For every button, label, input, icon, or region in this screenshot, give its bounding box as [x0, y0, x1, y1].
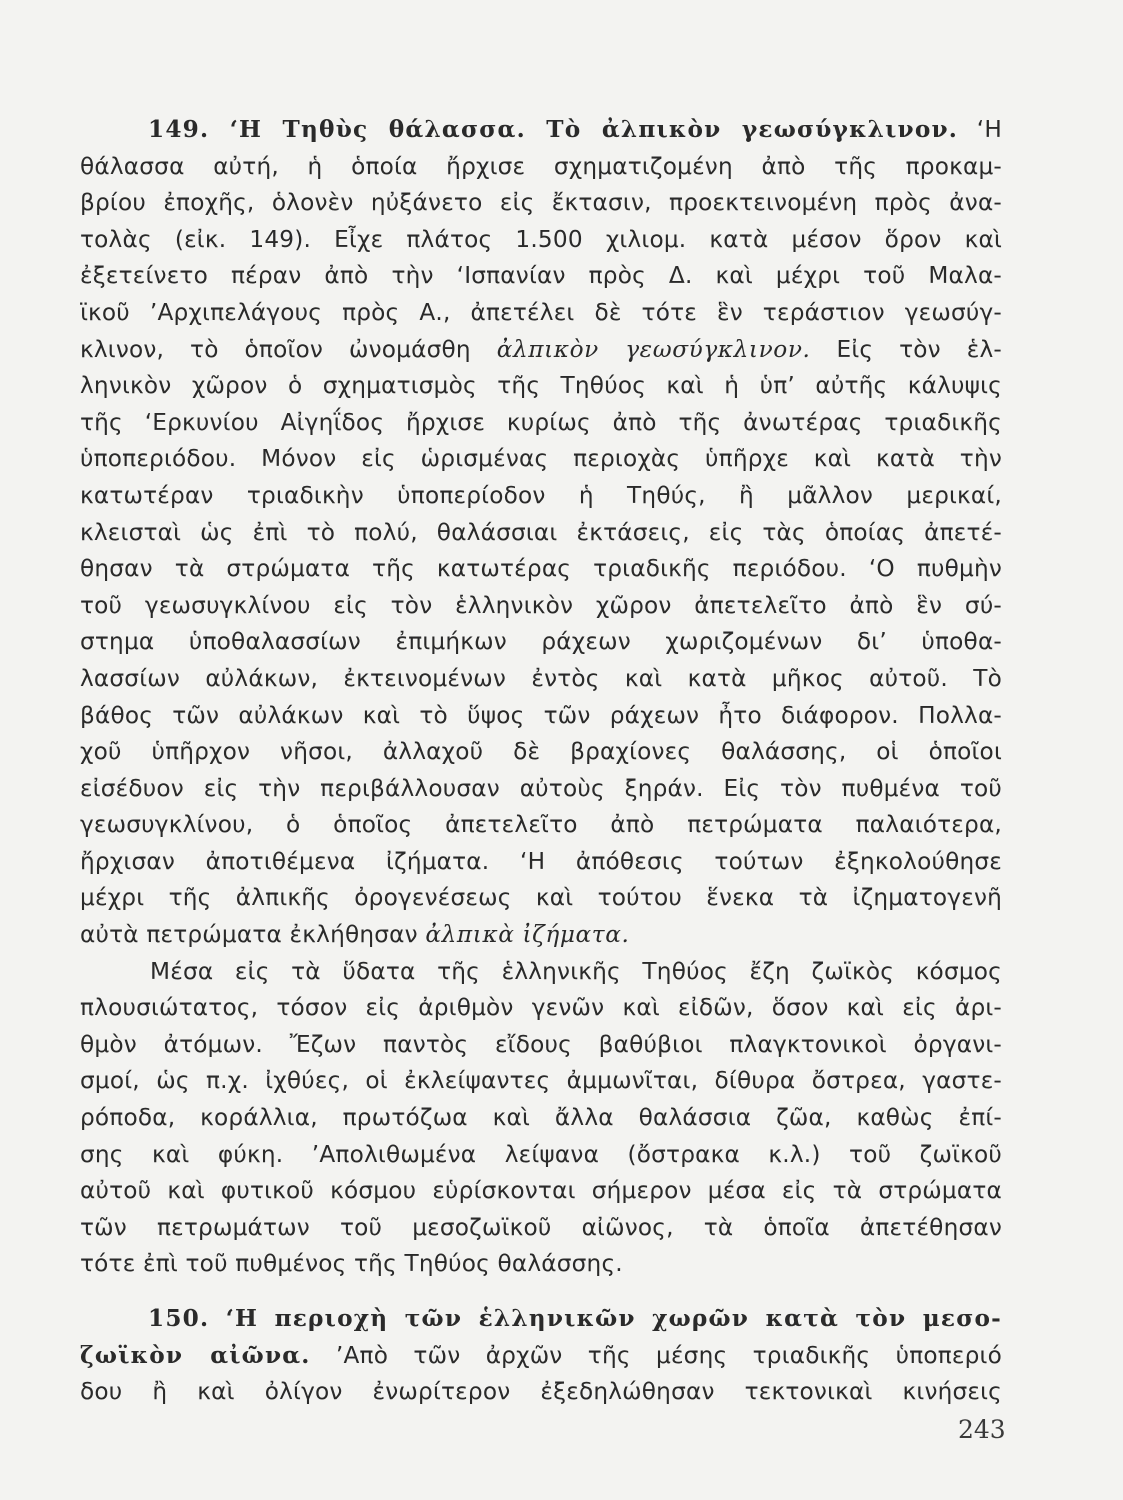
text-line: μέχρι τῆς ἀλπικῆς ὀρογενέσεως καὶ τούτου ἕνεκα τὰ ἰζηματογενῆ	[80, 884, 1002, 912]
text-line: στημα ὑποθαλασσίων ἐπιμήκων ράχεων χωριζομένων δι’ ὑποθα-	[80, 628, 1002, 656]
italic-term: ἀλπικὰ ἰζήματα.	[425, 921, 630, 949]
text-line: ρόποδα, κοράλλια, πρωτόζωα καὶ ἄλλα θαλάσσια ζῶα, καθὼς ἐπί-	[80, 1104, 1002, 1132]
text-line: αὐτὰ πετρώματα ἐκλήθησαν ἀλπικὰ ἰζήματα.	[80, 921, 630, 949]
text-line: κλεισταὶ ὡς ἐπὶ τὸ πολύ, θαλάσσιαι ἐκτάσεις, εἰς τὰς ὁποίας ἀπετέ-	[80, 518, 1002, 546]
text-line: τῆς ‘Ερκυνίου Αἰγηΐδος ἤρχισε κυρίως ἀπὸ τῆς ἀνωτέρας τριαδικῆς	[80, 408, 1002, 436]
text-line: δου ἢ καὶ ὀλίγον ἐνωρίτερον ἐξεδηλώθησαν τεκτονικαὶ κινήσεις	[80, 1378, 1002, 1406]
text-line: τοῦ γεωσυγκλίνου εἰς τὸν ἑλληνικὸν χῶρον ἀπετελεῖτο ἀπὸ ἓν σύ-	[80, 591, 1002, 619]
italic-term: ἀλπικὸν γεωσύγκλινον.	[496, 335, 811, 363]
section-149-heading-line	[80, 112, 1002, 149]
text-line: βάθος τῶν αὐλάκων καὶ τὸ ὕψος τῶν ράχεων ἦτο διάφορον. Πολλα-	[80, 701, 1002, 729]
text-line: ὑποπεριόδου. Μόνον εἰς ὡρισμένας περιοχὰς ὑπῆρχε καὶ κατὰ τὴν	[80, 445, 1002, 473]
text-line: τότε ἐπὶ τοῦ πυθμένος τῆς Τηθύος θαλάσσης.	[80, 1250, 623, 1278]
text-line: Μέσα εἰς τὰ ὕδατα τῆς ἑλληνικῆς Τηθύος ἔζη ζωϊκὸς κόσμος	[150, 957, 1002, 985]
text-line: εἰσέδυον εἰς τὴν περιβάλλουσαν αὐτοὺς ξηράν. Εἰς τὸν πυθμένα τοῦ	[80, 774, 1002, 802]
text-line: χοῦ ὑπῆρχον νῆσοι, ἀλλαχοῦ δὲ βραχίονες θαλάσσης, οἱ ὁποῖοι	[80, 738, 1002, 766]
text-line: πλουσιώτατος, τόσον εἰς ἀριθμὸν γενῶν καὶ εἰδῶν, ὅσον καὶ εἰς ἀρι-	[80, 994, 1002, 1022]
text-line: ἤρχισαν ἀποτιθέμενα ἰζήματα. ‘Η ἀπόθεσις τούτων ἐξηκολούθησε	[80, 847, 1002, 875]
text-line: θησαν τὰ στρώματα τῆς κατωτέρας τριαδικῆς περιόδου. ‘Ο πυθμὴν	[80, 555, 1002, 583]
text-line: τῶν πετρωμάτων τοῦ μεσοζωϊκοῦ αἰῶνος, τὰ ὁποῖα ἀπετέθησαν	[80, 1213, 1002, 1241]
section-149-heading: 149. ‘Η Τηθὺς θάλασσα. Τὸ ἀλπικὸν γεωσύγκλινον.	[148, 116, 959, 143]
section-gap	[80, 1283, 1002, 1301]
page-body	[80, 112, 1002, 1411]
section-150-heading-line	[80, 1301, 1002, 1338]
page-number: 243	[958, 1415, 1006, 1444]
text-line: ϊκοῦ ’Αρχιπελάγους πρὸς Α., ἀπετέλει δὲ τότε ἓν τεράστιον γεωσύγ-	[80, 298, 1002, 326]
text-fragment: ‘Η	[976, 116, 1002, 143]
text-line: γεωσυγκλίνου, ὁ ὁποῖος ἀπετελεῖτο ἀπὸ πετρώματα παλαιότερα,	[80, 811, 1002, 839]
text-line: λασσίων αὐλάκων, ἐκτεινομένων ἐντὸς καὶ κατὰ μῆκος αὐτοῦ. Τὸ	[80, 664, 1002, 692]
section-150-line: ζωϊκὸν αἰῶνα. ’Απὸ τῶν ἀρχῶν τῆς μέσης τριαδικῆς ὑποπεριό	[80, 1341, 1002, 1369]
text-line: αὐτοῦ καὶ φυτικοῦ κόσμου εὑρίσκονται σήμερον μέσα εἰς τὰ στρώματα	[80, 1177, 1002, 1205]
text-line: ληνικὸν χῶρον ὁ σχηματισμὸς τῆς Τηθύος καὶ ἡ ὑπ’ αὐτῆς κάλυψις	[80, 372, 1002, 400]
text-line: κλινον, τὸ ὁποῖον ὠνομάσθη ἀλπικὸν γεωσύγκλινον. Εἰς τὸν ἑλ-	[80, 335, 1002, 363]
text-line: ἐξετείνετο πέραν ἀπὸ τὴν ‘Ισπανίαν πρὸς Δ. καὶ μέχρι τοῦ Μαλα-	[80, 262, 1002, 290]
text-line: σμοί, ὡς π.χ. ἰχθύες, οἱ ἐκλείψαντες ἀμμωνῖται, δίθυρα ὄστρεα, γαστε-	[80, 1067, 1002, 1095]
section-150-heading: 150. ‘Η περιοχὴ τῶν ἑλληνικῶν χωρῶν κατὰ τὸν μεσο-	[148, 1305, 1002, 1332]
text-line: βρίου ἐποχῆς, ὁλονὲν ηὐξάνετο εἰς ἔκτασιν, προεκτεινομένη πρὸς ἀνα-	[80, 189, 1002, 217]
section-150-heading-cont: ζωϊκὸν αἰῶνα.	[80, 1341, 311, 1369]
text-line: κατωτέραν τριαδικὴν ὑποπερίοδον ἡ Τηθύς, ἢ μᾶλλον μερικαί,	[80, 481, 1002, 509]
text-line: θμὸν ἀτόμων. Ἔζων παντὸς εἴδους βαθύβιοι πλαγκτονικοὶ ὀργανι-	[80, 1030, 1002, 1058]
text-line: σης καὶ φύκη. ’Απολιθωμένα λείψανα (ὄστρακα κ.λ.) τοῦ ζωϊκοῦ	[80, 1140, 1002, 1168]
text-line: τολὰς (εἰκ. 149). Εἶχε πλάτος 1.500 χιλιομ. κατὰ μέσον ὅρον καὶ	[80, 225, 1002, 253]
text-line: θάλασσα αὐτή, ἡ ὁποία ἤρχισε σχηματιζομένη ἀπὸ τῆς προκαμ-	[80, 152, 1002, 180]
